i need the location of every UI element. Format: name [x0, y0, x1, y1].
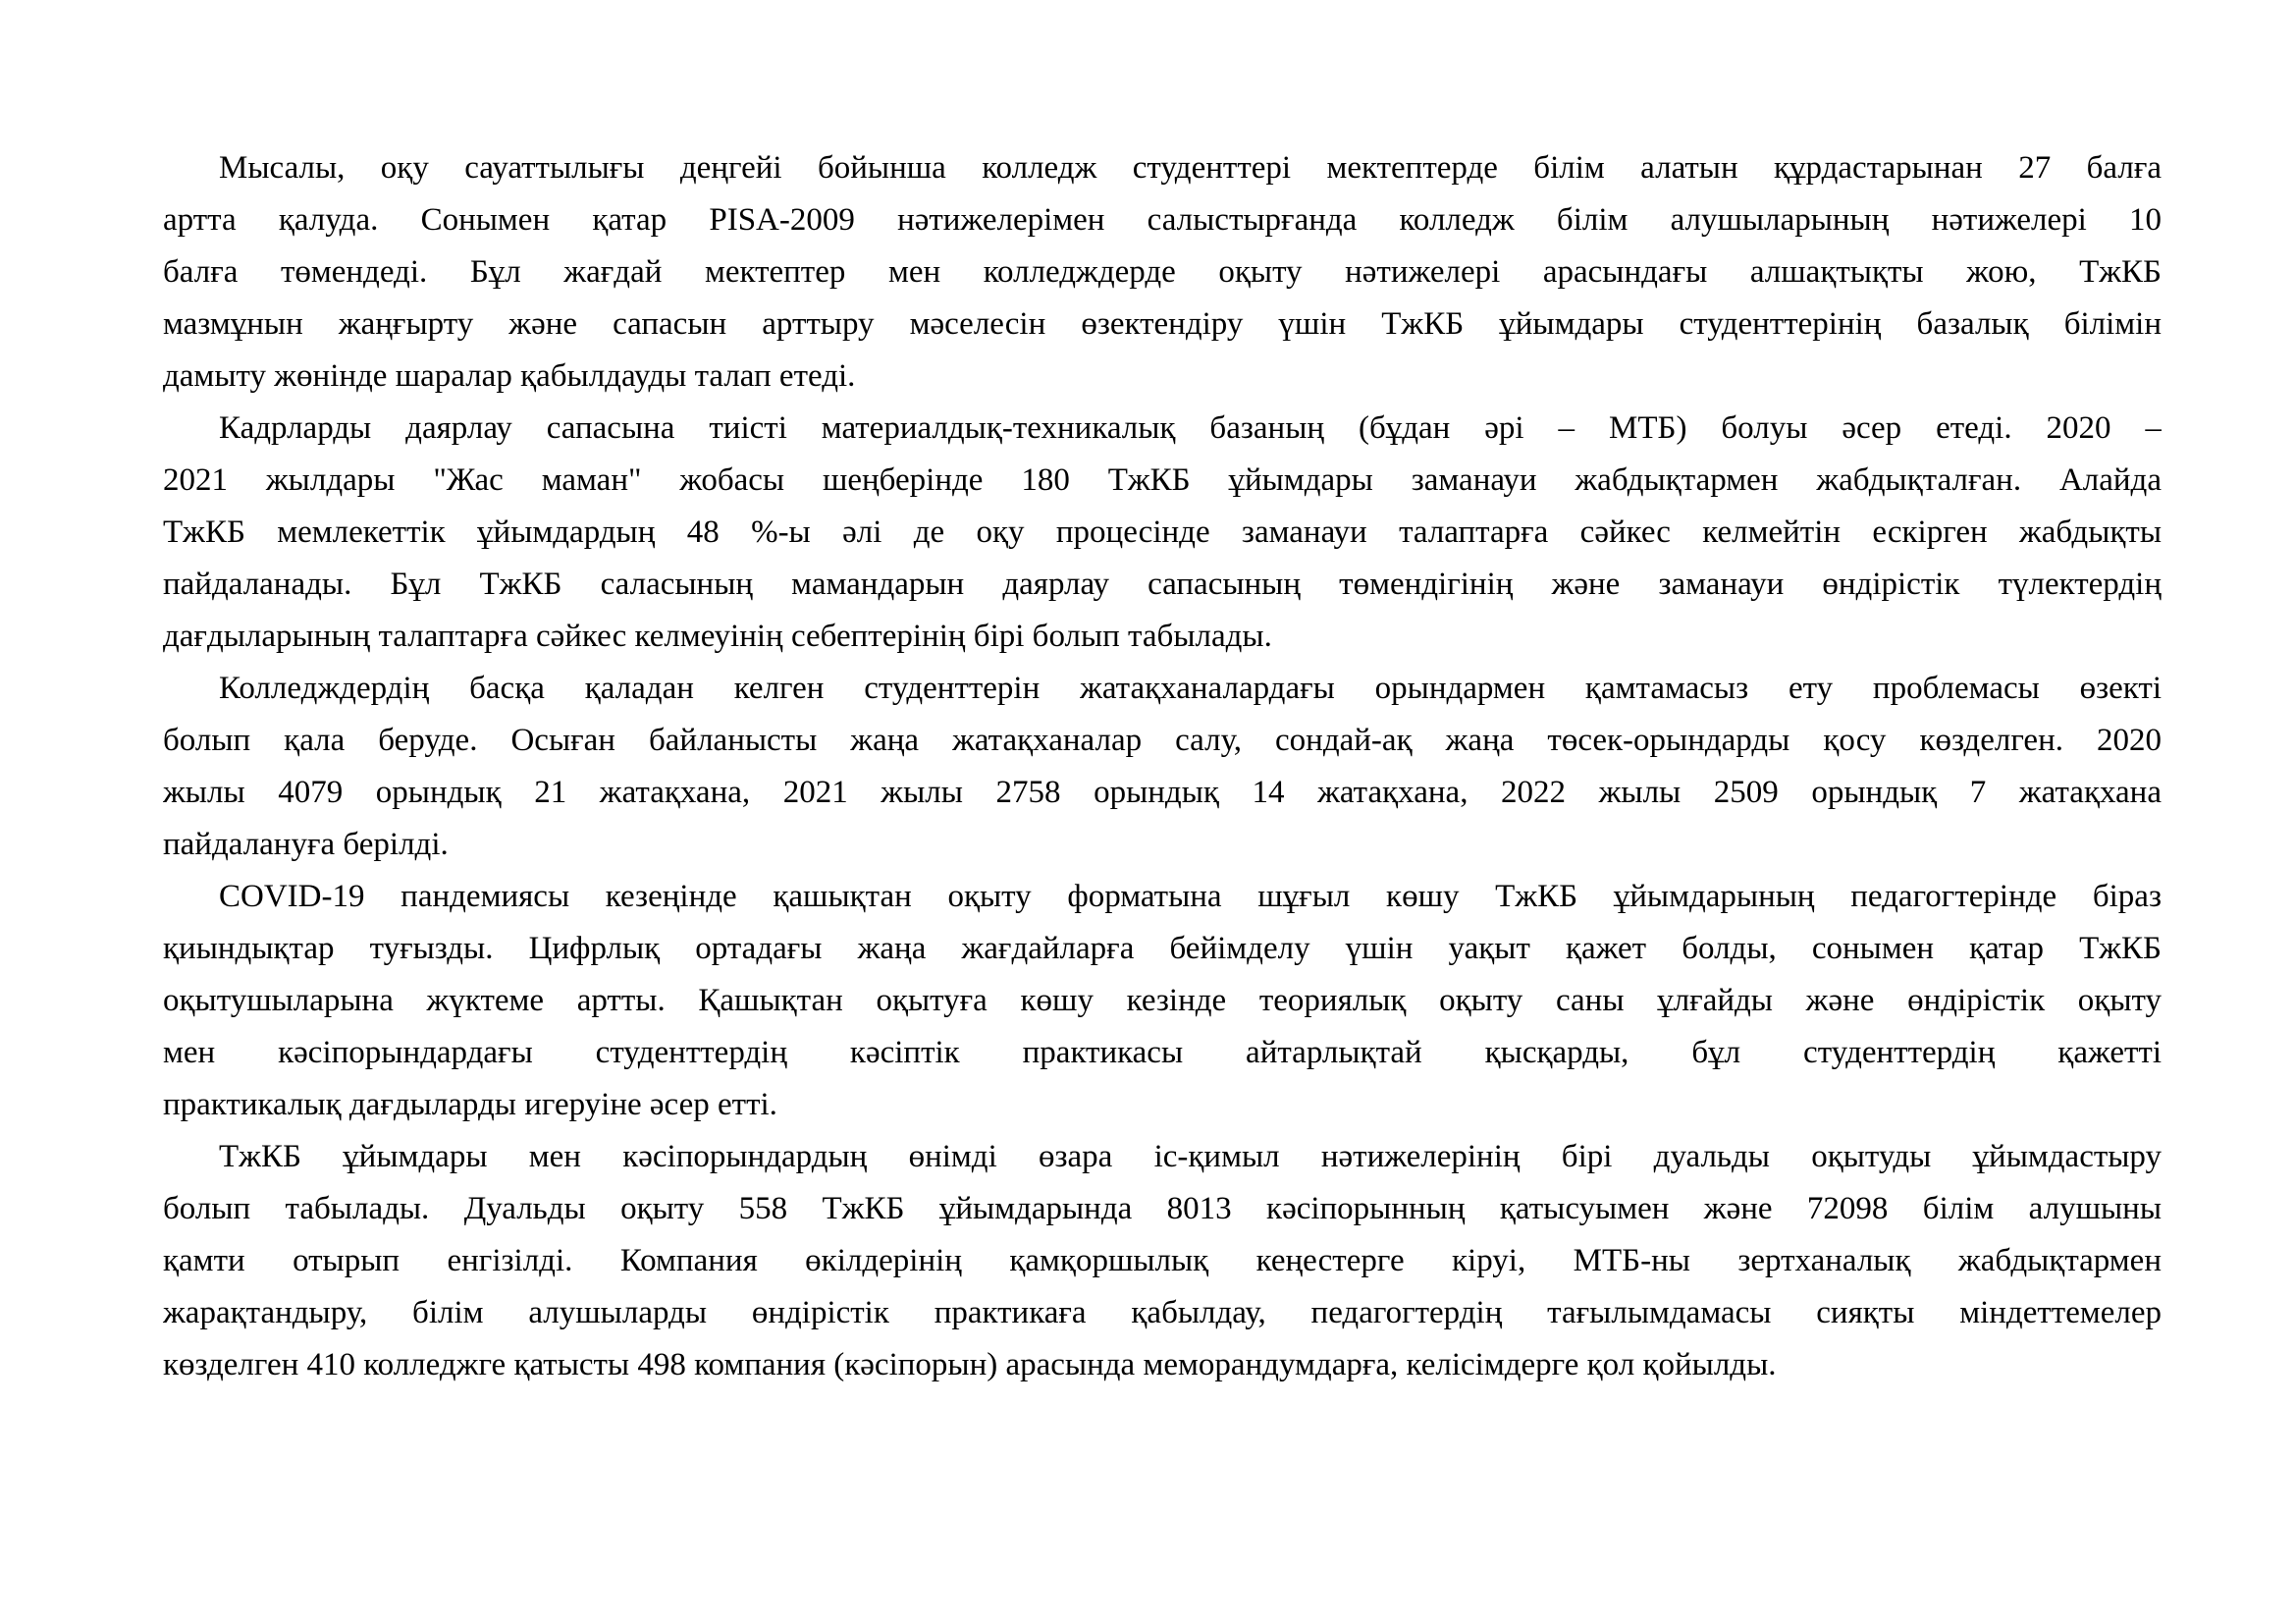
text-line: практикалық дағдыларды игеруіне әсер етті. [163, 1087, 777, 1122]
text-line: болып табылады. Дуальды оқыту 558 ТжКБ ұйымдарында 8013 кәсіпорынның қатысуымен және 72098 білім алушыны [163, 1191, 2162, 1226]
text-line: болып қала беруде. Осыған байланысты жаңа жатақханалар салу, сондай-ақ жаңа төсек-орындарды қосу көзделген. 2020 [163, 723, 2162, 758]
text-line: қиындықтар туғызды. Цифрлық ортадағы жаңа жағдайларға бейімделу үшін уақыт қажет болды, сонымен қатар ТжКБ [163, 931, 2162, 966]
text-line: артта қалуда. Сонымен қатар PISA-2009 нәтижелерімен салыстырғанда колледж білім алушыларының нәтижелері 10 [163, 202, 2162, 238]
paragraph [163, 663, 2162, 871]
text-line: COVID-19 пандемиясы кезеңінде қашықтан оқыту форматына шұғыл көшу ТжКБ ұйымдарының педагогтерінде біраз [219, 879, 2162, 914]
text-line: пайдаланады. Бұл ТжКБ саласының мамандарын даярлау сапасының төмендігінің және заманауи өндірістік түлектердің [163, 567, 2162, 602]
text-line: Кадрларды даярлау сапасына тиісті материалдық-техникалық базаның (бұдан әрі – МТБ) болуы әсер етеді. 2020 – [219, 410, 2162, 446]
text-line: жылы 4079 орындық 21 жатақхана, 2021 жылы 2758 орындық 14 жатақхана, 2022 жылы 2509 орындық 7 жатақхана [163, 775, 2162, 810]
paragraph [163, 1131, 2162, 1391]
text-line: мен кәсіпорындардағы студенттердің кәсіптік практикасы айтарлықтай қысқарды, бұл студенттердің қажетті [163, 1035, 2162, 1070]
text-line: Мысалы, оқу сауаттылығы деңгейі бойынша колледж студенттері мектептерде білім алатын құрдастарынан 27 балға [219, 150, 2162, 186]
text-line: 2021 жылдары "Жас маман" жобасы шеңберінде 180 ТжКБ ұйымдары заманауи жабдықтармен жабдықталған. Алайда [163, 462, 2162, 498]
text-line: Колледждердің басқа қаладан келген студенттерін жатақханалардағы орындармен қамтамасыз ету проблемасы өзекті [219, 671, 2162, 706]
text-line: балға төмендеді. Бұл жағдай мектептер мен колледждерде оқыту нәтижелері арасындағы алшақтықты жою, ТжКБ [163, 254, 2162, 290]
text-line: жарақтандыру, білім алушыларды өндірістік практикаға қабылдау, педагогтердің тағылымдамасы сияқты міндеттемелер [163, 1295, 2162, 1330]
paragraph [163, 403, 2162, 663]
text-line: қамти отырып енгізілді. Компания өкілдерінің қамқоршылық кеңестерге кіруі, МТБ-ны зертханалық жабдықтармен [163, 1243, 2162, 1278]
text-line: ТжКБ мемлекеттік ұйымдардың 48 %-ы әлі де оқу процесінде заманауи талаптарға сәйкес келмейтін ескірген жабдықты [163, 514, 2162, 550]
text-line: оқытушыларына жүктеме артты. Қашықтан оқытуға көшу кезінде теориялық оқыту саны ұлғайды және өндірістік оқыту [163, 983, 2162, 1018]
document-text [163, 142, 2162, 1391]
text-line: мазмұнын жаңғырту және сапасын арттыру мәселесін өзектендіру үшін ТжКБ ұйымдары студенттерінің базалық білімін [163, 306, 2162, 342]
paragraph [163, 142, 2162, 403]
text-line: ТжКБ ұйымдары мен кәсіпорындардың өнімді өзара іс-қимыл нәтижелерінің бірі дуальды оқытуды ұйымдастыру [219, 1139, 2162, 1174]
text-line: дағдыларының талаптарға сәйкес келмеуінің себептерінің бірі болып табылады. [163, 619, 1272, 654]
text-line: көзделген 410 колледжге қатысты 498 компания (кәсіпорын) арасында меморандумдарға, келісімдерге қол қойылды. [163, 1347, 1777, 1382]
text-line: дамыту жөнінде шаралар қабылдауды талап етеді. [163, 358, 856, 394]
paragraph [163, 871, 2162, 1131]
text-line: пайдалануға берілді. [163, 827, 449, 862]
